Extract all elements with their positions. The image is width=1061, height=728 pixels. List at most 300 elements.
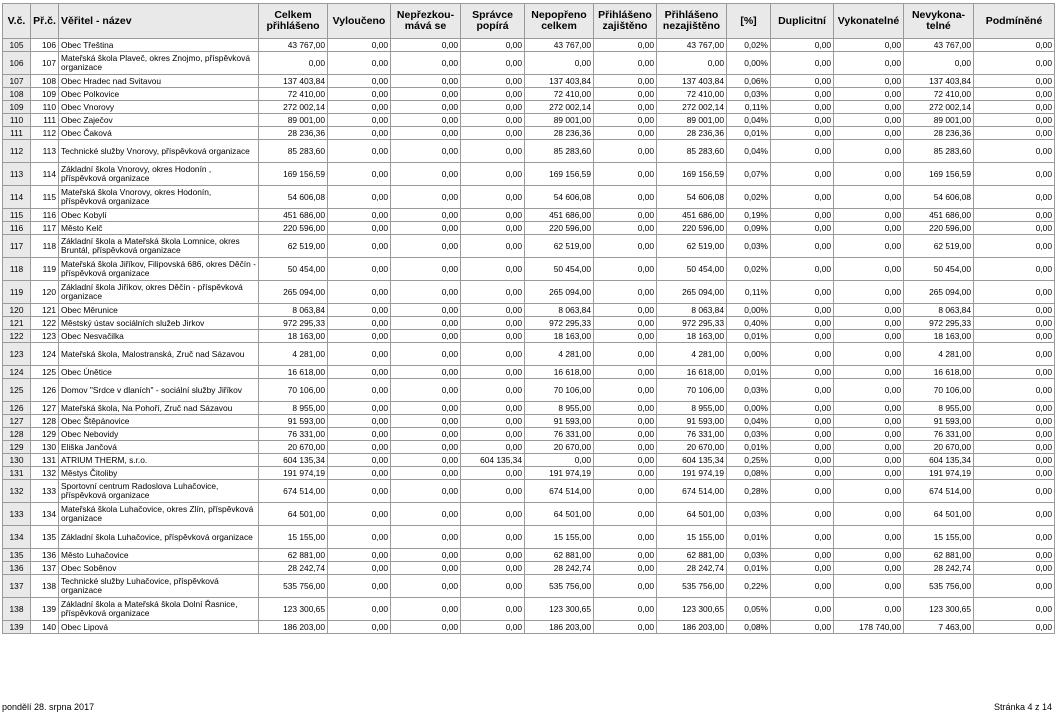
col-header-nevykonatelne: Nevykona-telné [904, 4, 974, 39]
creditor-name-cell: Základní škola a Mateřská škola Dolní Řasnice, příspěvková organizace [59, 598, 259, 621]
spravce-popira-cell: 0,00 [461, 222, 525, 235]
vykonatelne-cell: 0,00 [834, 441, 904, 454]
celkem-prihlaseno-cell: 62 519,00 [259, 235, 328, 258]
vylouceno-cell: 0,00 [328, 101, 391, 114]
duplicitni-cell: 0,00 [771, 562, 834, 575]
row-pc-cell: 125 [31, 366, 59, 379]
prihlaseno-zajisteno-cell: 0,00 [594, 598, 657, 621]
creditor-name-cell: Mateřská škola Vnorovy, okres Hodonín, příspěvková organizace [59, 186, 259, 209]
duplicitni-cell: 0,00 [771, 114, 834, 127]
celkem-prihlaseno-cell: 15 155,00 [259, 526, 328, 549]
duplicitni-cell: 0,00 [771, 575, 834, 598]
nepopreno-celkem-cell: 0,00 [525, 454, 594, 467]
report-page [2, 3, 1054, 634]
duplicitni-cell: 0,00 [771, 75, 834, 88]
prihlaseno-nezajisteno-cell: 169 156,59 [657, 163, 727, 186]
prihlaseno-zajisteno-cell: 0,00 [594, 575, 657, 598]
prihlaseno-nezajisteno-cell: 972 295,33 [657, 317, 727, 330]
vykonatelne-cell: 0,00 [834, 317, 904, 330]
spravce-popira-cell: 0,00 [461, 101, 525, 114]
duplicitni-cell: 0,00 [771, 101, 834, 114]
row-vc-cell: 110 [3, 114, 31, 127]
nevykonatelne-cell: 169 156,59 [904, 163, 974, 186]
vylouceno-cell: 0,00 [328, 621, 391, 634]
footer-date: pondělí 28. srpna 2017 [2, 702, 95, 712]
prihlaseno-zajisteno-cell: 0,00 [594, 562, 657, 575]
row-vc-cell: 126 [3, 402, 31, 415]
vykonatelne-cell: 0,00 [834, 304, 904, 317]
prihlaseno-nezajisteno-cell: 28 236,36 [657, 127, 727, 140]
celkem-prihlaseno-cell: 62 881,00 [259, 549, 328, 562]
table-row [3, 428, 1055, 441]
footer-page-number: Stránka 4 z 14 [993, 702, 1052, 712]
neprezkoumava-se-cell: 0,00 [391, 222, 461, 235]
vylouceno-cell: 0,00 [328, 428, 391, 441]
vylouceno-cell: 0,00 [328, 330, 391, 343]
row-vc-cell: 127 [3, 415, 31, 428]
prihlaseno-zajisteno-cell: 0,00 [594, 88, 657, 101]
neprezkoumava-se-cell: 0,00 [391, 317, 461, 330]
spravce-popira-cell: 0,00 [461, 415, 525, 428]
neprezkoumava-se-cell: 0,00 [391, 379, 461, 402]
prihlaseno-nezajisteno-cell: 4 281,00 [657, 343, 727, 366]
neprezkoumava-se-cell: 0,00 [391, 114, 461, 127]
prihlaseno-nezajisteno-cell: 28 242,74 [657, 562, 727, 575]
duplicitni-cell: 0,00 [771, 549, 834, 562]
row-vc-cell: 131 [3, 467, 31, 480]
percent-cell: 0,08% [727, 621, 771, 634]
creditor-name-cell: Obec Nebovidy [59, 428, 259, 441]
duplicitni-cell: 0,00 [771, 621, 834, 634]
nepopreno-celkem-cell: 186 203,00 [525, 621, 594, 634]
duplicitni-cell: 0,00 [771, 343, 834, 366]
celkem-prihlaseno-cell: 535 756,00 [259, 575, 328, 598]
nevykonatelne-cell: 451 686,00 [904, 209, 974, 222]
row-pc-cell: 121 [31, 304, 59, 317]
celkem-prihlaseno-cell: 972 295,33 [259, 317, 328, 330]
creditor-name-cell: Základní škola Jiříkov, okres Děčín - příspěvková organizace [59, 281, 259, 304]
vykonatelne-cell: 178 740,00 [834, 621, 904, 634]
vykonatelne-cell: 0,00 [834, 258, 904, 281]
nevykonatelne-cell: 91 593,00 [904, 415, 974, 428]
duplicitni-cell: 0,00 [771, 428, 834, 441]
vykonatelne-cell: 0,00 [834, 379, 904, 402]
spravce-popira-cell: 0,00 [461, 549, 525, 562]
row-vc-cell: 118 [3, 258, 31, 281]
vylouceno-cell: 0,00 [328, 366, 391, 379]
table-row [3, 317, 1055, 330]
table-row [3, 402, 1055, 415]
row-vc-cell: 115 [3, 209, 31, 222]
podminene-cell: 0,00 [974, 127, 1055, 140]
vylouceno-cell: 0,00 [328, 503, 391, 526]
vykonatelne-cell: 0,00 [834, 526, 904, 549]
percent-cell: 0,03% [727, 549, 771, 562]
percent-cell: 0,00% [727, 343, 771, 366]
row-vc-cell: 134 [3, 526, 31, 549]
table-row [3, 415, 1055, 428]
nevykonatelne-cell: 15 155,00 [904, 526, 974, 549]
row-vc-cell: 130 [3, 454, 31, 467]
neprezkoumava-se-cell: 0,00 [391, 343, 461, 366]
prihlaseno-zajisteno-cell: 0,00 [594, 480, 657, 503]
neprezkoumava-se-cell: 0,00 [391, 454, 461, 467]
vykonatelne-cell: 0,00 [834, 114, 904, 127]
table-row [3, 75, 1055, 88]
spravce-popira-cell: 0,00 [461, 562, 525, 575]
vylouceno-cell: 0,00 [328, 304, 391, 317]
table-row [3, 258, 1055, 281]
creditor-name-cell: Obec Kobylí [59, 209, 259, 222]
duplicitni-cell: 0,00 [771, 88, 834, 101]
row-pc-cell: 126 [31, 379, 59, 402]
prihlaseno-zajisteno-cell: 0,00 [594, 101, 657, 114]
duplicitni-cell: 0,00 [771, 379, 834, 402]
neprezkoumava-se-cell: 0,00 [391, 140, 461, 163]
celkem-prihlaseno-cell: 272 002,14 [259, 101, 328, 114]
podminene-cell: 0,00 [974, 101, 1055, 114]
vylouceno-cell: 0,00 [328, 379, 391, 402]
row-vc-cell: 111 [3, 127, 31, 140]
vylouceno-cell: 0,00 [328, 281, 391, 304]
podminene-cell: 0,00 [974, 503, 1055, 526]
creditor-name-cell: ATRIUM THERM, s.r.o. [59, 454, 259, 467]
creditor-table [2, 3, 1055, 634]
percent-cell: 0,04% [727, 140, 771, 163]
table-row [3, 127, 1055, 140]
spravce-popira-cell: 0,00 [461, 304, 525, 317]
row-pc-cell: 116 [31, 209, 59, 222]
celkem-prihlaseno-cell: 220 596,00 [259, 222, 328, 235]
col-header-vylouceno: Vyloučeno [328, 4, 391, 39]
podminene-cell: 0,00 [974, 428, 1055, 441]
row-pc-cell: 133 [31, 480, 59, 503]
creditor-name-cell: Technické služby Vnorovy, příspěvková organizace [59, 140, 259, 163]
podminene-cell: 0,00 [974, 317, 1055, 330]
col-header-name: Věřitel - název [59, 4, 259, 39]
prihlaseno-zajisteno-cell: 0,00 [594, 549, 657, 562]
table-row [3, 304, 1055, 317]
nepopreno-celkem-cell: 0,00 [525, 52, 594, 75]
vykonatelne-cell: 0,00 [834, 163, 904, 186]
percent-cell: 0,22% [727, 575, 771, 598]
celkem-prihlaseno-cell: 89 001,00 [259, 114, 328, 127]
spravce-popira-cell: 0,00 [461, 343, 525, 366]
row-pc-cell: 118 [31, 235, 59, 258]
vylouceno-cell: 0,00 [328, 52, 391, 75]
spravce-popira-cell: 0,00 [461, 441, 525, 454]
table-row [3, 101, 1055, 114]
celkem-prihlaseno-cell: 85 283,60 [259, 140, 328, 163]
podminene-cell: 0,00 [974, 621, 1055, 634]
col-header-zajisteno: Přihlášeno zajištěno [594, 4, 657, 39]
nepopreno-celkem-cell: 191 974,19 [525, 467, 594, 480]
percent-cell: 0,01% [727, 526, 771, 549]
celkem-prihlaseno-cell: 70 106,00 [259, 379, 328, 402]
row-vc-cell: 132 [3, 480, 31, 503]
creditor-name-cell: Obec Zaječov [59, 114, 259, 127]
col-header-vykonatelne: Vykonatelné [834, 4, 904, 39]
celkem-prihlaseno-cell: 28 242,74 [259, 562, 328, 575]
celkem-prihlaseno-cell: 604 135,34 [259, 454, 328, 467]
nepopreno-celkem-cell: 64 501,00 [525, 503, 594, 526]
row-pc-cell: 112 [31, 127, 59, 140]
vylouceno-cell: 0,00 [328, 209, 391, 222]
celkem-prihlaseno-cell: 8 063,84 [259, 304, 328, 317]
row-pc-cell: 114 [31, 163, 59, 186]
row-vc-cell: 117 [3, 235, 31, 258]
table-row [3, 526, 1055, 549]
vykonatelne-cell: 0,00 [834, 366, 904, 379]
percent-cell: 0,00% [727, 402, 771, 415]
spravce-popira-cell: 0,00 [461, 379, 525, 402]
celkem-prihlaseno-cell: 18 163,00 [259, 330, 328, 343]
podminene-cell: 0,00 [974, 467, 1055, 480]
neprezkoumava-se-cell: 0,00 [391, 330, 461, 343]
neprezkoumava-se-cell: 0,00 [391, 39, 461, 52]
podminene-cell: 0,00 [974, 281, 1055, 304]
row-pc-cell: 110 [31, 101, 59, 114]
row-vc-cell: 109 [3, 101, 31, 114]
prihlaseno-zajisteno-cell: 0,00 [594, 330, 657, 343]
row-pc-cell: 122 [31, 317, 59, 330]
duplicitni-cell: 0,00 [771, 222, 834, 235]
col-header-pc: Př.č. [31, 4, 59, 39]
podminene-cell: 0,00 [974, 52, 1055, 75]
row-vc-cell: 138 [3, 598, 31, 621]
nevykonatelne-cell: 43 767,00 [904, 39, 974, 52]
prihlaseno-zajisteno-cell: 0,00 [594, 317, 657, 330]
table-row [3, 480, 1055, 503]
celkem-prihlaseno-cell: 50 454,00 [259, 258, 328, 281]
neprezkoumava-se-cell: 0,00 [391, 503, 461, 526]
duplicitni-cell: 0,00 [771, 402, 834, 415]
row-vc-cell: 136 [3, 562, 31, 575]
prihlaseno-zajisteno-cell: 0,00 [594, 454, 657, 467]
neprezkoumava-se-cell: 0,00 [391, 526, 461, 549]
row-pc-cell: 135 [31, 526, 59, 549]
row-vc-cell: 133 [3, 503, 31, 526]
spravce-popira-cell: 0,00 [461, 52, 525, 75]
celkem-prihlaseno-cell: 76 331,00 [259, 428, 328, 441]
vylouceno-cell: 0,00 [328, 454, 391, 467]
row-pc-cell: 117 [31, 222, 59, 235]
table-row [3, 441, 1055, 454]
duplicitni-cell: 0,00 [771, 258, 834, 281]
neprezkoumava-se-cell: 0,00 [391, 163, 461, 186]
creditor-name-cell: Obec Čaková [59, 127, 259, 140]
prihlaseno-nezajisteno-cell: 8 063,84 [657, 304, 727, 317]
table-row [3, 186, 1055, 209]
nevykonatelne-cell: 123 300,65 [904, 598, 974, 621]
prihlaseno-zajisteno-cell: 0,00 [594, 621, 657, 634]
vykonatelne-cell: 0,00 [834, 127, 904, 140]
prihlaseno-nezajisteno-cell: 18 163,00 [657, 330, 727, 343]
prihlaseno-nezajisteno-cell: 186 203,00 [657, 621, 727, 634]
percent-cell: 0,01% [727, 562, 771, 575]
table-row [3, 366, 1055, 379]
col-header-percent: [%] [727, 4, 771, 39]
page-footer [2, 702, 1054, 714]
row-vc-cell: 123 [3, 343, 31, 366]
vylouceno-cell: 0,00 [328, 526, 391, 549]
nepopreno-celkem-cell: 265 094,00 [525, 281, 594, 304]
creditor-name-cell: Obec Vnorovy [59, 101, 259, 114]
nevykonatelne-cell: 7 463,00 [904, 621, 974, 634]
prihlaseno-nezajisteno-cell: 89 001,00 [657, 114, 727, 127]
prihlaseno-zajisteno-cell: 0,00 [594, 127, 657, 140]
row-pc-cell: 123 [31, 330, 59, 343]
neprezkoumava-se-cell: 0,00 [391, 127, 461, 140]
celkem-prihlaseno-cell: 265 094,00 [259, 281, 328, 304]
neprezkoumava-se-cell: 0,00 [391, 101, 461, 114]
celkem-prihlaseno-cell: 4 281,00 [259, 343, 328, 366]
row-vc-cell: 135 [3, 549, 31, 562]
nepopreno-celkem-cell: 28 236,36 [525, 127, 594, 140]
vylouceno-cell: 0,00 [328, 402, 391, 415]
row-vc-cell: 137 [3, 575, 31, 598]
podminene-cell: 0,00 [974, 562, 1055, 575]
spravce-popira-cell: 0,00 [461, 281, 525, 304]
percent-cell: 0,02% [727, 258, 771, 281]
podminene-cell: 0,00 [974, 140, 1055, 163]
percent-cell: 0,03% [727, 88, 771, 101]
podminene-cell: 0,00 [974, 39, 1055, 52]
col-header-nezajisteno: Přihlášeno nezajištěno [657, 4, 727, 39]
row-pc-cell: 136 [31, 549, 59, 562]
nevykonatelne-cell: 191 974,19 [904, 467, 974, 480]
row-pc-cell: 115 [31, 186, 59, 209]
col-header-neprezkoumava: Nepřezkou-mává se [391, 4, 461, 39]
table-row [3, 549, 1055, 562]
nevykonatelne-cell: 535 756,00 [904, 575, 974, 598]
vykonatelne-cell: 0,00 [834, 467, 904, 480]
row-vc-cell: 121 [3, 317, 31, 330]
prihlaseno-nezajisteno-cell: 604 135,34 [657, 454, 727, 467]
spravce-popira-cell: 0,00 [461, 575, 525, 598]
row-vc-cell: 129 [3, 441, 31, 454]
row-pc-cell: 124 [31, 343, 59, 366]
row-vc-cell: 139 [3, 621, 31, 634]
nepopreno-celkem-cell: 54 606,08 [525, 186, 594, 209]
nevykonatelne-cell: 89 001,00 [904, 114, 974, 127]
creditor-name-cell: Mateřská škola, Na Pohoří, Zruč nad Sázavou [59, 402, 259, 415]
creditor-name-cell: Mateřská škola, Malostranská, Zruč nad Sázavou [59, 343, 259, 366]
spravce-popira-cell: 0,00 [461, 317, 525, 330]
table-row [3, 39, 1055, 52]
vykonatelne-cell: 0,00 [834, 549, 904, 562]
nevykonatelne-cell: 62 519,00 [904, 235, 974, 258]
prihlaseno-zajisteno-cell: 0,00 [594, 140, 657, 163]
prihlaseno-nezajisteno-cell: 76 331,00 [657, 428, 727, 441]
vylouceno-cell: 0,00 [328, 317, 391, 330]
creditor-name-cell: Obec Třeština [59, 39, 259, 52]
spravce-popira-cell: 0,00 [461, 235, 525, 258]
podminene-cell: 0,00 [974, 114, 1055, 127]
prihlaseno-nezajisteno-cell: 91 593,00 [657, 415, 727, 428]
creditor-name-cell: Eliška Jančová [59, 441, 259, 454]
row-pc-cell: 128 [31, 415, 59, 428]
duplicitni-cell: 0,00 [771, 52, 834, 75]
spravce-popira-cell: 0,00 [461, 258, 525, 281]
row-pc-cell: 131 [31, 454, 59, 467]
nevykonatelne-cell: 4 281,00 [904, 343, 974, 366]
spravce-popira-cell: 604 135,34 [461, 454, 525, 467]
row-pc-cell: 107 [31, 52, 59, 75]
duplicitni-cell: 0,00 [771, 140, 834, 163]
nevykonatelne-cell: 28 242,74 [904, 562, 974, 575]
celkem-prihlaseno-cell: 137 403,84 [259, 75, 328, 88]
prihlaseno-zajisteno-cell: 0,00 [594, 39, 657, 52]
podminene-cell: 0,00 [974, 304, 1055, 317]
row-vc-cell: 106 [3, 52, 31, 75]
nepopreno-celkem-cell: 8 063,84 [525, 304, 594, 317]
spravce-popira-cell: 0,00 [461, 598, 525, 621]
vylouceno-cell: 0,00 [328, 415, 391, 428]
neprezkoumava-se-cell: 0,00 [391, 235, 461, 258]
row-vc-cell: 122 [3, 330, 31, 343]
row-vc-cell: 107 [3, 75, 31, 88]
podminene-cell: 0,00 [974, 526, 1055, 549]
prihlaseno-zajisteno-cell: 0,00 [594, 415, 657, 428]
celkem-prihlaseno-cell: 169 156,59 [259, 163, 328, 186]
prihlaseno-zajisteno-cell: 0,00 [594, 52, 657, 75]
table-row [3, 330, 1055, 343]
row-pc-cell: 139 [31, 598, 59, 621]
podminene-cell: 0,00 [974, 598, 1055, 621]
prihlaseno-zajisteno-cell: 0,00 [594, 186, 657, 209]
vylouceno-cell: 0,00 [328, 186, 391, 209]
vylouceno-cell: 0,00 [328, 75, 391, 88]
percent-cell: 0,01% [727, 127, 771, 140]
row-pc-cell: 137 [31, 562, 59, 575]
creditor-name-cell: Obec Měrunice [59, 304, 259, 317]
row-pc-cell: 120 [31, 281, 59, 304]
spravce-popira-cell: 0,00 [461, 621, 525, 634]
vylouceno-cell: 0,00 [328, 441, 391, 454]
table-row [3, 575, 1055, 598]
neprezkoumava-se-cell: 0,00 [391, 366, 461, 379]
vylouceno-cell: 0,00 [328, 562, 391, 575]
vykonatelne-cell: 0,00 [834, 235, 904, 258]
percent-cell: 0,05% [727, 598, 771, 621]
creditor-name-cell: Mateřská škola Plaveč, okres Znojmo, příspěvková organizace [59, 52, 259, 75]
nepopreno-celkem-cell: 972 295,33 [525, 317, 594, 330]
nevykonatelne-cell: 272 002,14 [904, 101, 974, 114]
vylouceno-cell: 0,00 [328, 140, 391, 163]
neprezkoumava-se-cell: 0,00 [391, 575, 461, 598]
nepopreno-celkem-cell: 123 300,65 [525, 598, 594, 621]
neprezkoumava-se-cell: 0,00 [391, 304, 461, 317]
spravce-popira-cell: 0,00 [461, 163, 525, 186]
row-pc-cell: 111 [31, 114, 59, 127]
row-vc-cell: 114 [3, 186, 31, 209]
vykonatelne-cell: 0,00 [834, 330, 904, 343]
prihlaseno-nezajisteno-cell: 70 106,00 [657, 379, 727, 402]
prihlaseno-nezajisteno-cell: 535 756,00 [657, 575, 727, 598]
spravce-popira-cell: 0,00 [461, 467, 525, 480]
percent-cell: 0,01% [727, 441, 771, 454]
prihlaseno-nezajisteno-cell: 15 155,00 [657, 526, 727, 549]
celkem-prihlaseno-cell: 54 606,08 [259, 186, 328, 209]
vykonatelne-cell: 0,00 [834, 575, 904, 598]
table-row [3, 114, 1055, 127]
podminene-cell: 0,00 [974, 366, 1055, 379]
spravce-popira-cell: 0,00 [461, 75, 525, 88]
vylouceno-cell: 0,00 [328, 343, 391, 366]
table-row [3, 52, 1055, 75]
table-row [3, 222, 1055, 235]
